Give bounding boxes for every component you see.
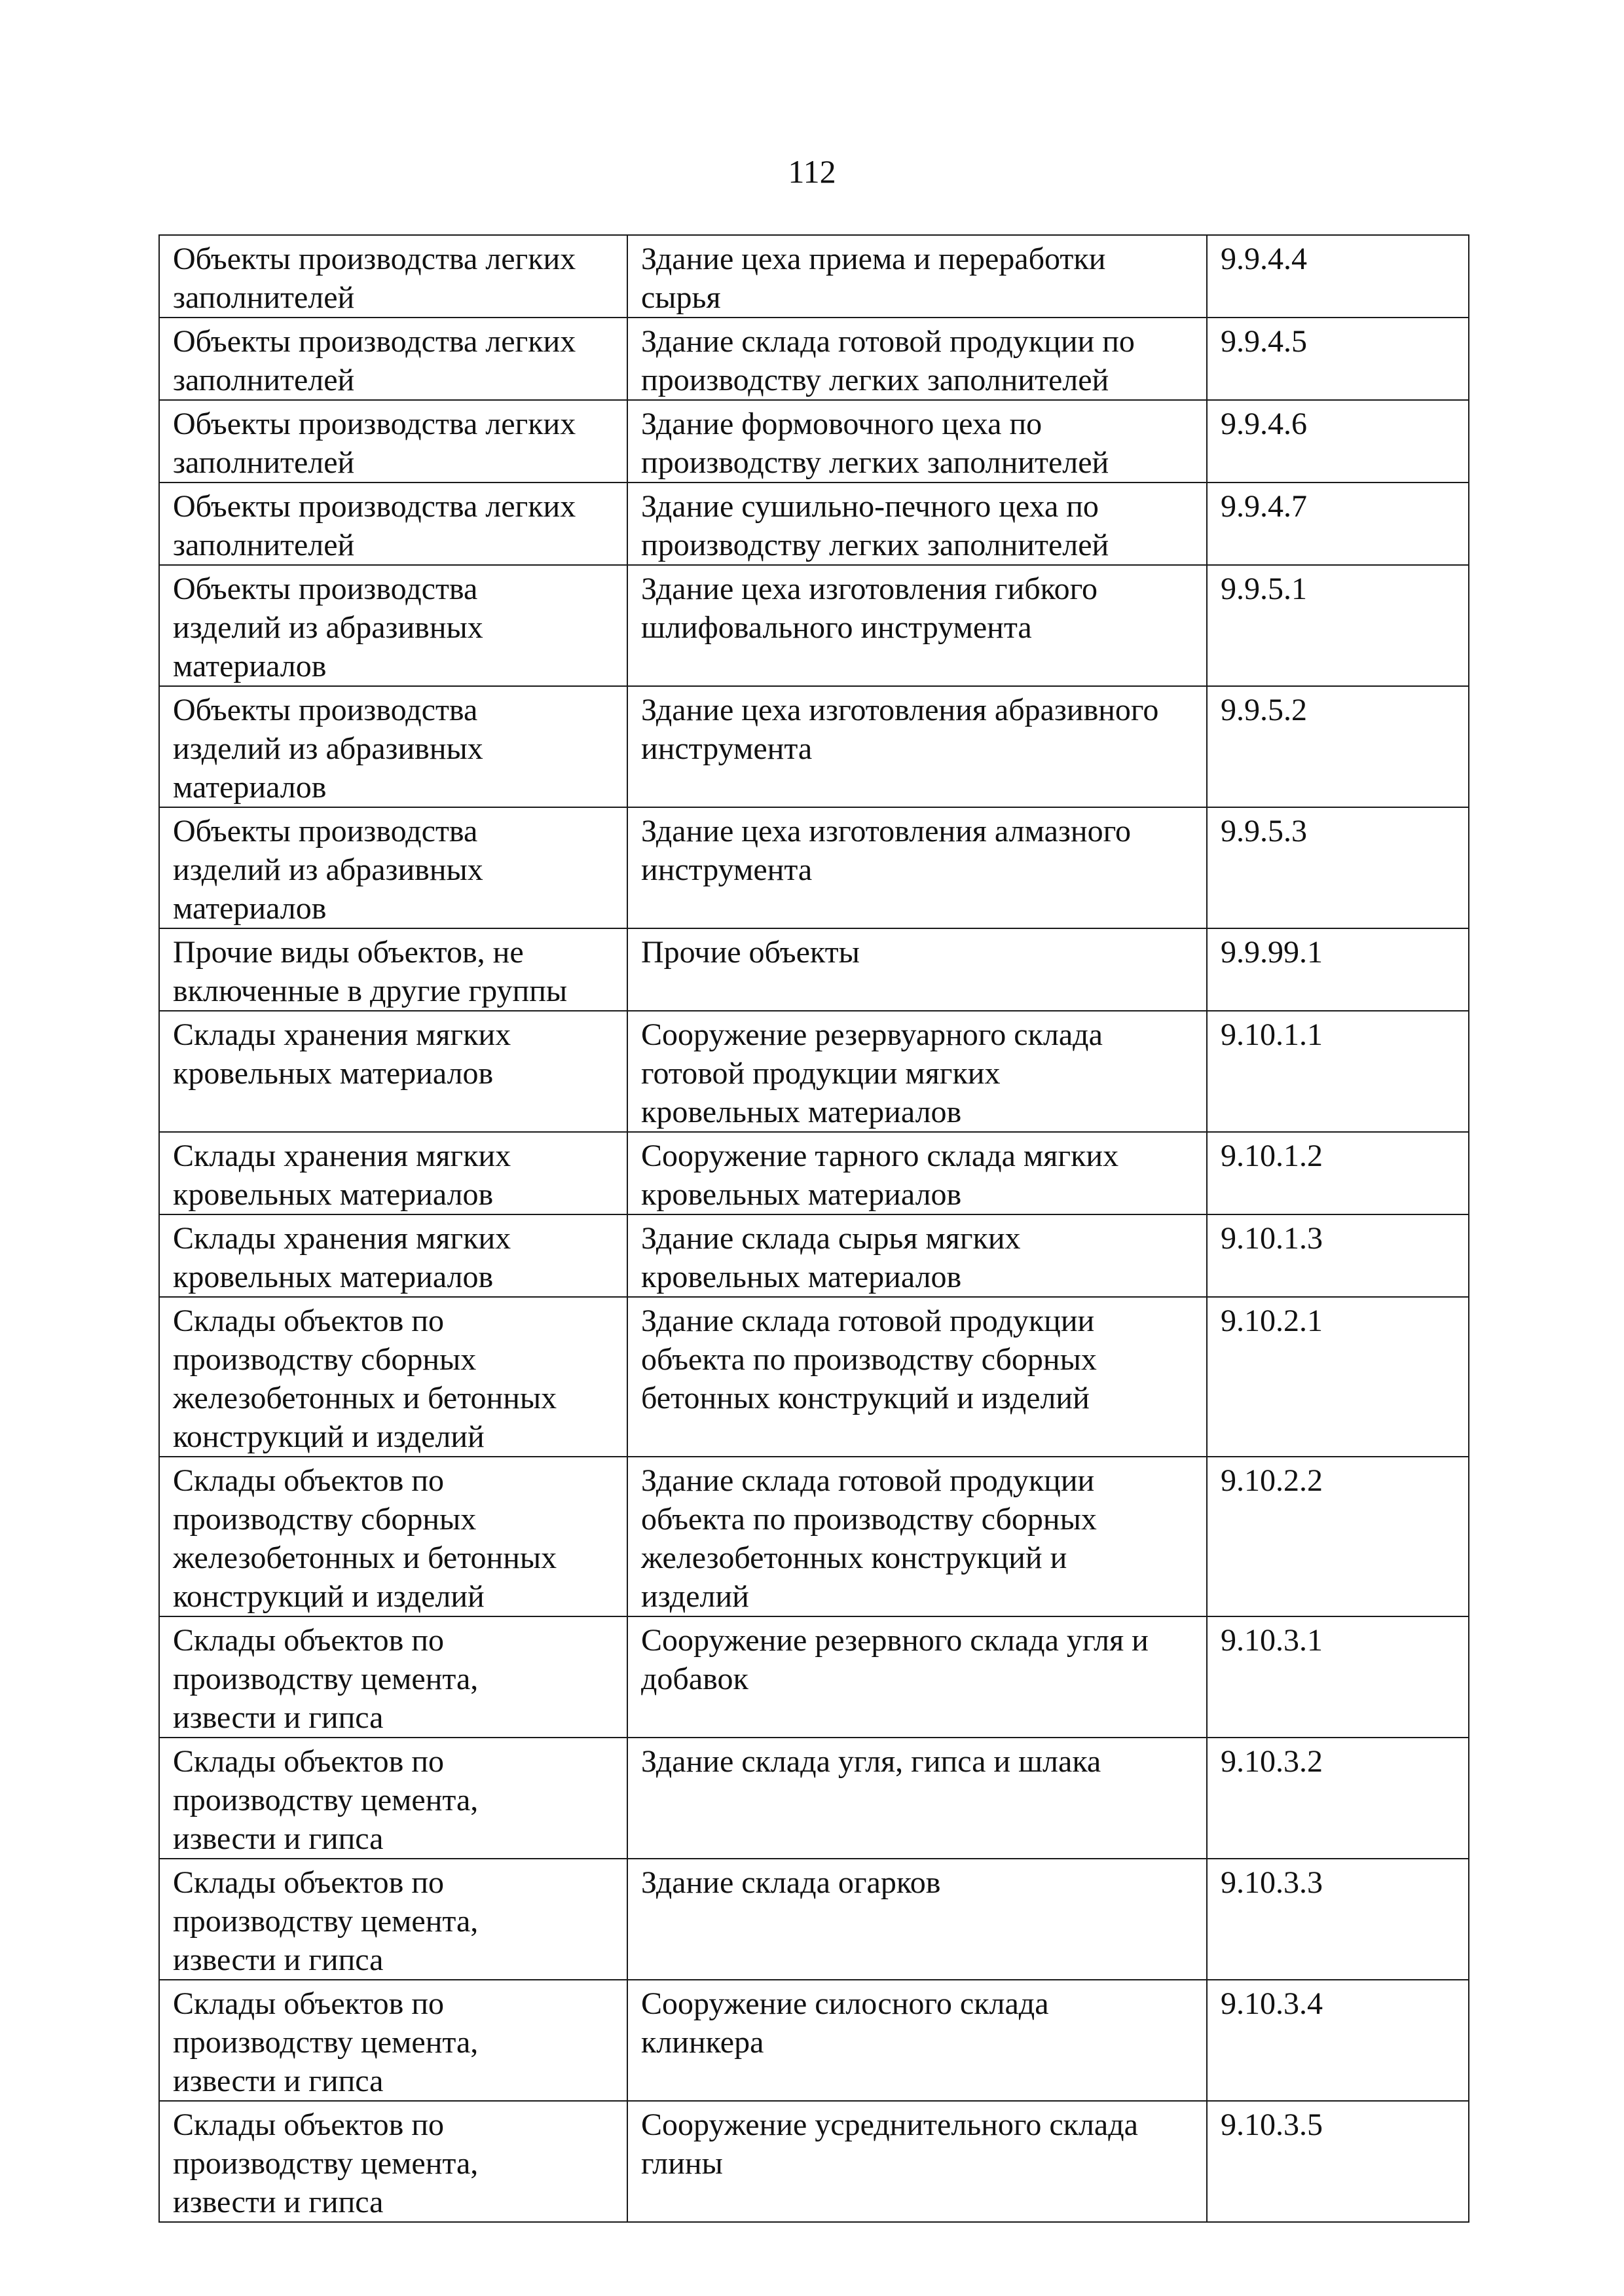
object-code-cell-text: 9.10.3.5 bbox=[1221, 2107, 1323, 2142]
table-row bbox=[159, 686, 1469, 807]
object-code-cell-text: 9.9.4.5 bbox=[1221, 324, 1307, 359]
object-group-cell bbox=[159, 1132, 627, 1214]
object-name-cell-text: Здание склада угля, гипса и шлака bbox=[641, 1744, 1101, 1779]
object-group-cell-text: Объекты производства легких заполнителей bbox=[173, 324, 576, 397]
object-code-cell bbox=[1207, 928, 1469, 1011]
object-name-cell bbox=[627, 235, 1207, 318]
object-code-cell-text: 9.9.5.1 bbox=[1221, 572, 1307, 606]
object-group-cell bbox=[159, 1616, 627, 1738]
object-group-cell-text: Объекты производства легких заполнителей bbox=[173, 242, 576, 315]
object-group-cell bbox=[159, 1859, 627, 1980]
table-row bbox=[159, 2101, 1469, 2222]
object-group-cell-text: Объекты производства изделий из абразивных материалов bbox=[173, 693, 483, 805]
table-row bbox=[159, 1738, 1469, 1859]
object-group-cell-text: Объекты производства легких заполнителей bbox=[173, 489, 576, 562]
object-code-cell-text: 9.10.3.4 bbox=[1221, 1986, 1323, 2021]
object-name-cell-text: Прочие объекты bbox=[641, 935, 860, 970]
object-group-cell bbox=[159, 1457, 627, 1616]
object-group-cell-text: Склады объектов по производству сборных железобетонных и бетонных конструкций и изделий bbox=[173, 1303, 557, 1454]
object-name-cell-text: Сооружение резервуарного склада готовой продукции мягких кровельных материалов bbox=[641, 1017, 1103, 1129]
table-row bbox=[159, 1616, 1469, 1738]
object-group-cell bbox=[159, 928, 627, 1011]
object-group-cell-text: Склады объектов по производству цемента, извести и гипса bbox=[173, 1623, 479, 1735]
object-code-cell bbox=[1207, 686, 1469, 807]
table-row bbox=[159, 1980, 1469, 2101]
object-code-cell bbox=[1207, 1738, 1469, 1859]
object-name-cell bbox=[627, 483, 1207, 565]
object-group-cell-text: Склады объектов по производству цемента, извести и гипса bbox=[173, 1986, 479, 2098]
object-group-cell bbox=[159, 1011, 627, 1132]
object-group-cell bbox=[159, 807, 627, 928]
object-name-cell-text: Здание склада готовой продукции объекта по производству сборных железобетонных конструкций и изделий bbox=[641, 1463, 1097, 1614]
object-name-cell bbox=[627, 2101, 1207, 2222]
object-code-cell-text: 9.9.5.2 bbox=[1221, 693, 1307, 727]
object-code-cell bbox=[1207, 235, 1469, 318]
object-group-cell-text: Склады объектов по производству цемента, извести и гипса bbox=[173, 1865, 479, 1977]
object-group-cell-text: Склады хранения мягких кровельных материалов bbox=[173, 1017, 511, 1091]
object-name-cell-text: Здание цеха изготовления абразивного инструмента bbox=[641, 693, 1159, 766]
table-row bbox=[159, 928, 1469, 1011]
object-code-cell bbox=[1207, 483, 1469, 565]
object-name-cell bbox=[627, 1980, 1207, 2101]
object-group-cell-text: Склады объектов по производству цемента, извести и гипса bbox=[173, 1744, 479, 1856]
object-code-cell-text: 9.9.4.7 bbox=[1221, 489, 1307, 524]
table-row bbox=[159, 483, 1469, 565]
object-name-cell bbox=[627, 1214, 1207, 1297]
object-code-cell-text: 9.9.4.6 bbox=[1221, 407, 1307, 441]
object-name-cell-text: Здание склада сырья мягких кровельных материалов bbox=[641, 1221, 1021, 1294]
object-name-cell-text: Здание сушильно-печного цеха по производству легких заполнителей bbox=[641, 489, 1109, 562]
object-name-cell bbox=[627, 565, 1207, 686]
object-name-cell bbox=[627, 807, 1207, 928]
object-code-cell-text: 9.9.4.4 bbox=[1221, 242, 1307, 276]
object-name-cell-text: Здание склада готовой продукции объекта по производству сборных бетонных конструкций и изделий bbox=[641, 1303, 1097, 1415]
table-row bbox=[159, 1214, 1469, 1297]
object-group-cell bbox=[159, 1297, 627, 1457]
object-group-cell bbox=[159, 2101, 627, 2222]
object-code-cell-text: 9.9.5.3 bbox=[1221, 814, 1307, 848]
table-row bbox=[159, 1859, 1469, 1980]
object-code-cell bbox=[1207, 1859, 1469, 1980]
object-name-cell bbox=[627, 1132, 1207, 1214]
object-code-cell-text: 9.9.99.1 bbox=[1221, 935, 1323, 970]
table-row bbox=[159, 235, 1469, 318]
object-group-cell-text: Объекты производства изделий из абразивных материалов bbox=[173, 572, 483, 683]
object-code-cell bbox=[1207, 1011, 1469, 1132]
object-code-cell bbox=[1207, 1214, 1469, 1297]
table-row bbox=[159, 400, 1469, 483]
object-code-cell bbox=[1207, 2101, 1469, 2222]
object-code-cell-text: 9.10.2.1 bbox=[1221, 1303, 1323, 1338]
table-row bbox=[159, 807, 1469, 928]
object-group-cell-text: Объекты производства изделий из абразивных материалов bbox=[173, 814, 483, 926]
object-code-cell-text: 9.10.2.2 bbox=[1221, 1463, 1323, 1498]
table-row bbox=[159, 565, 1469, 686]
object-code-cell-text: 9.10.3.2 bbox=[1221, 1744, 1323, 1779]
object-name-cell bbox=[627, 318, 1207, 400]
object-code-cell bbox=[1207, 1980, 1469, 2101]
object-group-cell bbox=[159, 1980, 627, 2101]
table-row bbox=[159, 1011, 1469, 1132]
object-name-cell bbox=[627, 1859, 1207, 1980]
object-code-cell bbox=[1207, 400, 1469, 483]
object-name-cell-text: Здание цеха изготовления алмазного инструмента bbox=[641, 814, 1132, 887]
object-code-cell bbox=[1207, 1616, 1469, 1738]
object-code-cell-text: 9.10.3.1 bbox=[1221, 1623, 1323, 1658]
object-name-cell bbox=[627, 1297, 1207, 1457]
table-row bbox=[159, 1457, 1469, 1616]
object-name-cell-text: Здание формовочного цеха по производству легких заполнителей bbox=[641, 407, 1109, 480]
object-name-cell bbox=[627, 1616, 1207, 1738]
object-code-cell-text: 9.10.3.3 bbox=[1221, 1865, 1323, 1900]
object-name-cell-text: Сооружение усреднительного склада глины bbox=[641, 2107, 1138, 2181]
object-name-cell bbox=[627, 1457, 1207, 1616]
object-code-cell bbox=[1207, 807, 1469, 928]
object-name-cell bbox=[627, 928, 1207, 1011]
table-body bbox=[159, 235, 1469, 2222]
object-group-cell-text: Склады объектов по производству цемента, извести и гипса bbox=[173, 2107, 479, 2219]
object-group-cell-text: Склады хранения мягких кровельных материалов bbox=[173, 1221, 511, 1294]
object-code-cell-text: 9.10.1.3 bbox=[1221, 1221, 1323, 1256]
object-code-cell bbox=[1207, 1297, 1469, 1457]
object-name-cell bbox=[627, 686, 1207, 807]
object-group-cell-text: Склады объектов по производству сборных железобетонных и бетонных конструкций и изделий bbox=[173, 1463, 557, 1614]
object-name-cell-text: Здание склада готовой продукции по производству легких заполнителей bbox=[641, 324, 1135, 397]
object-name-cell-text: Сооружение силосного склада клинкера bbox=[641, 1986, 1049, 2060]
object-group-cell-text: Объекты производства легких заполнителей bbox=[173, 407, 576, 480]
page-number: 112 bbox=[788, 153, 836, 190]
object-name-cell-text: Здание склада огарков bbox=[641, 1865, 941, 1900]
object-name-cell-text: Здание цеха изготовления гибкого шлифовального инструмента bbox=[641, 572, 1098, 645]
object-group-cell bbox=[159, 686, 627, 807]
table-row bbox=[159, 1132, 1469, 1214]
object-code-cell bbox=[1207, 565, 1469, 686]
object-group-cell bbox=[159, 318, 627, 400]
object-code-cell-text: 9.10.1.2 bbox=[1221, 1139, 1323, 1173]
table-row bbox=[159, 318, 1469, 400]
object-name-cell-text: Сооружение тарного склада мягких кровельных материалов bbox=[641, 1139, 1119, 1212]
table-row bbox=[159, 1297, 1469, 1457]
object-group-cell bbox=[159, 483, 627, 565]
object-group-cell bbox=[159, 1214, 627, 1297]
object-group-cell bbox=[159, 565, 627, 686]
object-name-cell-text: Здание цеха приема и переработки сырья bbox=[641, 242, 1106, 315]
object-group-cell-text: Прочие виды объектов, не включенные в другие группы bbox=[173, 935, 568, 1008]
object-code-cell bbox=[1207, 1132, 1469, 1214]
object-group-cell bbox=[159, 1738, 627, 1859]
object-name-cell bbox=[627, 400, 1207, 483]
classification-table bbox=[158, 234, 1469, 2223]
object-group-cell bbox=[159, 400, 627, 483]
object-code-cell bbox=[1207, 318, 1469, 400]
object-name-cell bbox=[627, 1011, 1207, 1132]
object-code-cell bbox=[1207, 1457, 1469, 1616]
object-name-cell-text: Сооружение резервного склада угля и добавок bbox=[641, 1623, 1149, 1696]
object-name-cell bbox=[627, 1738, 1207, 1859]
object-code-cell-text: 9.10.1.1 bbox=[1221, 1017, 1323, 1052]
object-group-cell-text: Склады хранения мягких кровельных материалов bbox=[173, 1139, 511, 1212]
object-group-cell bbox=[159, 235, 627, 318]
